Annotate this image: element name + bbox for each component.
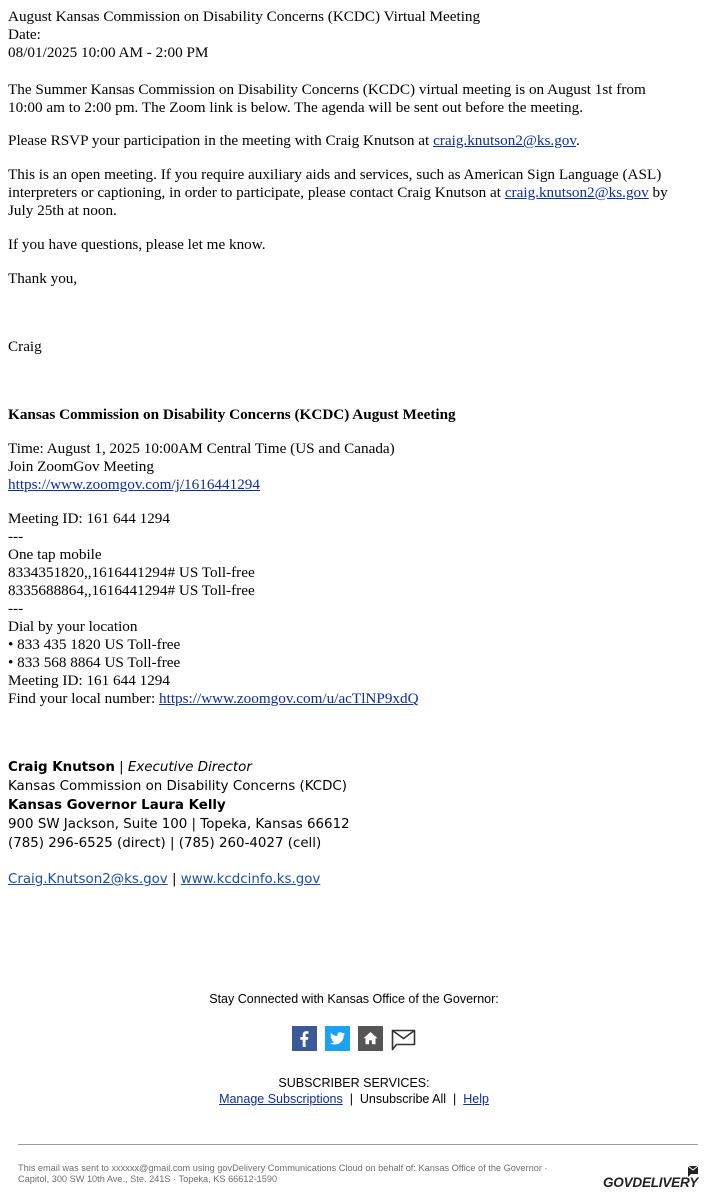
signature-governor: Kansas Governor Laura Kelly bbox=[8, 798, 226, 813]
subscriber-links bbox=[0, 1092, 708, 1106]
email-icon[interactable] bbox=[391, 1026, 416, 1051]
dial-number-1: • 833 435 1820 US Toll-free bbox=[8, 636, 181, 653]
one-tap-label: One tap mobile bbox=[8, 546, 102, 563]
fine-print-line-2: Capitol, 300 SW 10th Ave., Ste. 241S · Topeka, KS 66612-1590 bbox=[18, 1174, 278, 1184]
rsvp-paragraph bbox=[8, 132, 704, 150]
signature-separator: | bbox=[114, 760, 128, 775]
signature-email-link[interactable]: Craig.Knutson2@ks.gov bbox=[8, 872, 168, 887]
footer-divider bbox=[18, 1144, 698, 1145]
separator: --- bbox=[8, 600, 24, 617]
signoff-text: Craig bbox=[8, 338, 42, 355]
help-link[interactable]: Help bbox=[463, 1092, 489, 1106]
intro-line-1: The Summer Kansas Commission on Disability Concerns (KCDC) virtual meeting is on August 1st from bbox=[8, 81, 646, 98]
meeting-id: Meeting ID: 161 644 1294 bbox=[8, 510, 170, 527]
footer-separator: | bbox=[453, 1092, 457, 1106]
email-header bbox=[8, 8, 704, 62]
signature-org: Kansas Commission on Disability Concerns (KCDC) bbox=[8, 779, 347, 794]
signature-address: 900 SW Jackson, Suite 100 | Topeka, Kansas 66612 bbox=[8, 817, 350, 832]
twitter-icon[interactable] bbox=[325, 1026, 350, 1051]
footer-separator: | bbox=[349, 1092, 353, 1106]
access-line-2: interpreters or captioning, in order to participate, please contact Craig Knutson at bbox=[8, 184, 505, 201]
govdelivery-logo bbox=[602, 1164, 700, 1192]
signature-title: Executive Director bbox=[127, 760, 252, 775]
rsvp-text: Please RSVP your participation in the meeting with Craig Knutson at bbox=[8, 132, 434, 149]
facebook-icon[interactable] bbox=[292, 1026, 317, 1051]
access-line-1: This is an open meeting. If you require auxiliary aids and services, such as American Sign Language (ASL) bbox=[8, 166, 662, 183]
access-email-link[interactable]: craig.knutson2@ks.gov bbox=[504, 184, 649, 201]
footer-fine-print bbox=[18, 1163, 598, 1185]
dial-number-2: • 833 568 8864 US Toll-free bbox=[8, 654, 181, 671]
link-separator: | bbox=[167, 872, 181, 887]
signature-phones: (785) 296-6525 (direct) | (785) 260-4027 (cell) bbox=[8, 836, 322, 851]
local-number-label: Find your local number: bbox=[8, 690, 160, 707]
website-link[interactable]: www.kcdcinfo.ks.gov bbox=[180, 872, 321, 887]
access-line-3: July 25th at noon. bbox=[8, 202, 117, 219]
rsvp-end: . bbox=[576, 132, 580, 149]
accessibility-paragraph bbox=[8, 166, 704, 220]
dial-label: Dial by your location bbox=[8, 618, 138, 635]
dial-details bbox=[8, 510, 704, 708]
event-title: August Kansas Commission on Disability Concerns (KCDC) Virtual Meeting bbox=[8, 8, 481, 25]
access-line-2-end: by bbox=[648, 184, 668, 201]
separator: --- bbox=[8, 528, 24, 545]
questions-text: If you have questions, please let me know. bbox=[8, 236, 266, 253]
subscriber-services-label: SUBSCRIBER SERVICES: bbox=[278, 1076, 430, 1090]
home-icon[interactable] bbox=[358, 1026, 383, 1051]
meeting-heading: Kansas Commission on Disability Concerns (KCDC) August Meeting bbox=[8, 406, 456, 423]
fine-print-line-1: This email was sent to xxxxxx@gmail.com using govDelivery Communications Cloud on behalf of: Kansas Office of the Governor · bbox=[18, 1163, 548, 1173]
meeting-details bbox=[8, 440, 704, 494]
signature-links bbox=[8, 870, 704, 889]
unsubscribe-all-text[interactable]: Unsubscribe All bbox=[359, 1092, 447, 1106]
logo-text: GOVDELIVERY bbox=[603, 1175, 699, 1190]
stay-connected-text: Stay Connected with Kansas Office of the Governor: bbox=[209, 992, 499, 1006]
date-label: Date: bbox=[8, 26, 41, 43]
meeting-id-2: Meeting ID: 161 644 1294 bbox=[8, 672, 170, 689]
intro-line-2: 10:00 am to 2:00 pm. The Zoom link is below. The agenda will be sent out before the meeting. bbox=[8, 99, 584, 116]
meeting-time: Time: August 1, 2025 10:00AM Central Time (US and Canada) bbox=[8, 440, 395, 457]
date-value: 08/01/2025 10:00 AM - 2:00 PM bbox=[8, 44, 209, 61]
join-label: Join ZoomGov Meeting bbox=[8, 458, 154, 475]
thanks-text: Thank you, bbox=[8, 270, 78, 287]
rsvp-email-link[interactable]: craig.knutson2@ks.gov bbox=[433, 132, 576, 149]
social-icons bbox=[0, 1026, 708, 1052]
zoom-join-link[interactable]: https://www.zoomgov.com/j/1616441294 bbox=[8, 476, 260, 493]
tap-number-1: 8334351820,,1616441294# US Toll-free bbox=[8, 564, 255, 581]
tap-number-2: 8335688864,,1616441294# US Toll-free bbox=[8, 582, 255, 599]
signature-block bbox=[8, 758, 704, 853]
signature-name: Craig Knutson bbox=[8, 760, 115, 775]
local-number-link[interactable]: https://www.zoomgov.com/u/acTlNP9xdQ bbox=[159, 690, 419, 707]
manage-subscriptions-link[interactable]: Manage Subscriptions bbox=[219, 1092, 343, 1106]
intro-paragraph bbox=[8, 81, 704, 117]
